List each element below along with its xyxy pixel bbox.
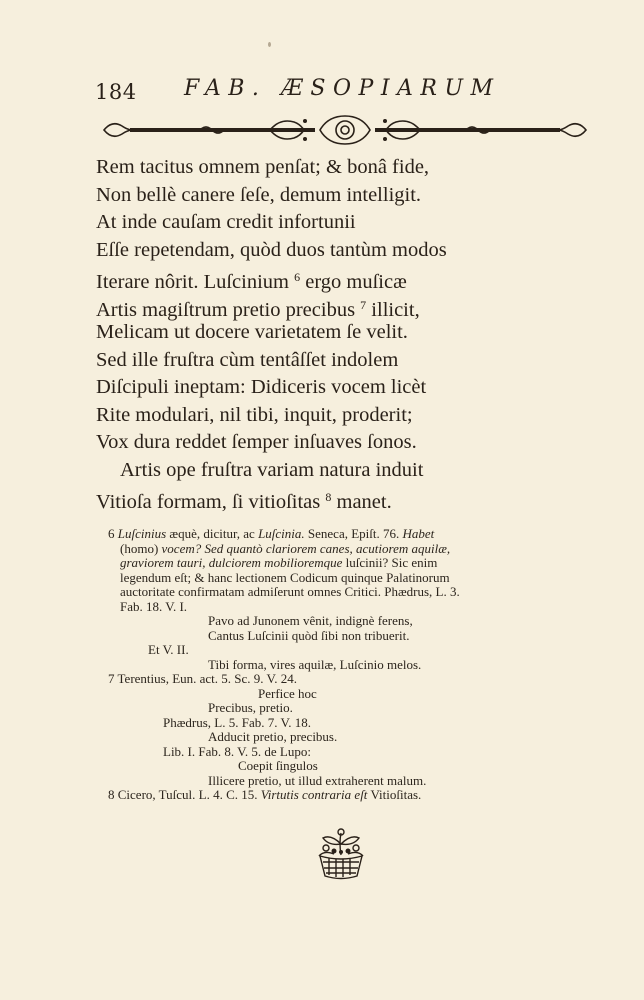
footnote-7-line: Lib. I. Fab. 8. V. 5. de Lupo: — [163, 743, 311, 759]
headpiece-ornament — [100, 108, 590, 152]
fable-verse — [96, 154, 606, 512]
footnote-6-line: Fab. 18. V. I. — [120, 598, 188, 614]
running-title: FAB. ÆSOPIARUM — [184, 76, 501, 101]
footnote-ref: 8 — [325, 490, 332, 504]
verse-line: Vitioſa formam, ſi vitioſitas $^8$ manet. — [96, 490, 392, 513]
footnote-6-quote: Cantus Luſcinii quòd ſibi non tribuerit. — [208, 627, 410, 643]
verse-line: At inde cauſam credit infortunii — [96, 211, 356, 233]
verse-line: Rem tacitus omnem penſat; & bonâ fide, — [96, 156, 430, 178]
verse-line: Diſcipuli ineptam: Didiceris vocem licèt — [96, 376, 427, 398]
verse-line: Non bellè canere ſeſe, demum intelligit. — [96, 183, 422, 206]
footnote-7-line: Phædrus, L. 5. Fab. 7. V. 18. — [163, 714, 311, 730]
footnote-8-line: 8 Cicero, Tuſcul. L. 4. C. 15. Virtutis contraria eſt Vitioſitas. — [108, 787, 422, 802]
footnote-7-quote: Precibus, pretio. — [208, 700, 293, 715]
footnote-ref: 6 — [294, 270, 301, 284]
footnote-6-line: legendum eſt; & hanc lectionem Codicum quinque Palatinorum — [120, 569, 450, 585]
footnote-6-quote: Pavo ad Junonem vênit, indignè ferens, — [208, 613, 413, 628]
footnote-6-line: graviorem tauri, dulciorem mobilioremque luſcinii? Sic enim — [120, 555, 438, 570]
footnote-ref: 7 — [360, 297, 367, 312]
footnote-6-quote: Tibi forma, vires aquilæ, Luſcinio melos. — [208, 656, 422, 672]
footnote-7-quote: Coepit ſingulos — [238, 758, 318, 773]
page-number: 184 — [95, 80, 137, 104]
footnote-6-line: (homo) vocem? Sed quantò clariorem canes, acutiorem aquilæ, — [120, 540, 451, 556]
verse-line: Artis magiſtrum pretio precibus $^7$ illicit, — [96, 297, 420, 321]
verse-line: Eſſe repetendam, quòd duos tantùm modos — [96, 238, 447, 261]
verse-line: Melicam ut docere varietatem ſe velit. — [96, 321, 408, 343]
footnote-7-line: 7 Terentius, Eun. act. 5. Sc. 9. V. 24. — [108, 671, 298, 686]
footnote-7-quote: Adducit pretio, precibus. — [208, 729, 338, 744]
verse-line: Artis ope fruſtra variam natura induit — [120, 458, 424, 481]
ink-speck — [268, 42, 271, 47]
footnote-6-line: Et V. II. — [148, 642, 189, 657]
verse-line: Iterare nôrit. Luſcinium $^6$ ergo muſicæ — [96, 270, 407, 293]
verse-line: Sed ille fruſtra cùm tentâſſet indolem — [96, 348, 399, 371]
footnote-6-line: 6 Luſcinius æquè, dicitur, ac Luſcinia. Seneca, Epiſt. 76. Habet — [108, 526, 435, 541]
footnotes — [108, 527, 608, 803]
flower-basket-tailpiece — [312, 826, 370, 884]
footnote-7-quote: Illicere pretio, ut illud extraherent malum. — [208, 772, 427, 788]
footnote-7-quote: Perfice hoc — [258, 685, 317, 701]
verse-line: Rite modulari, nil tibi, inquit, proderit; — [96, 403, 413, 426]
footnote-6-line: auctoritate confirmatam admiſerunt omnes Critici. Phædrus, L. 3. — [120, 584, 460, 599]
verse-line: Vox dura reddet ſemper inſuaves ſonos. — [96, 431, 417, 453]
